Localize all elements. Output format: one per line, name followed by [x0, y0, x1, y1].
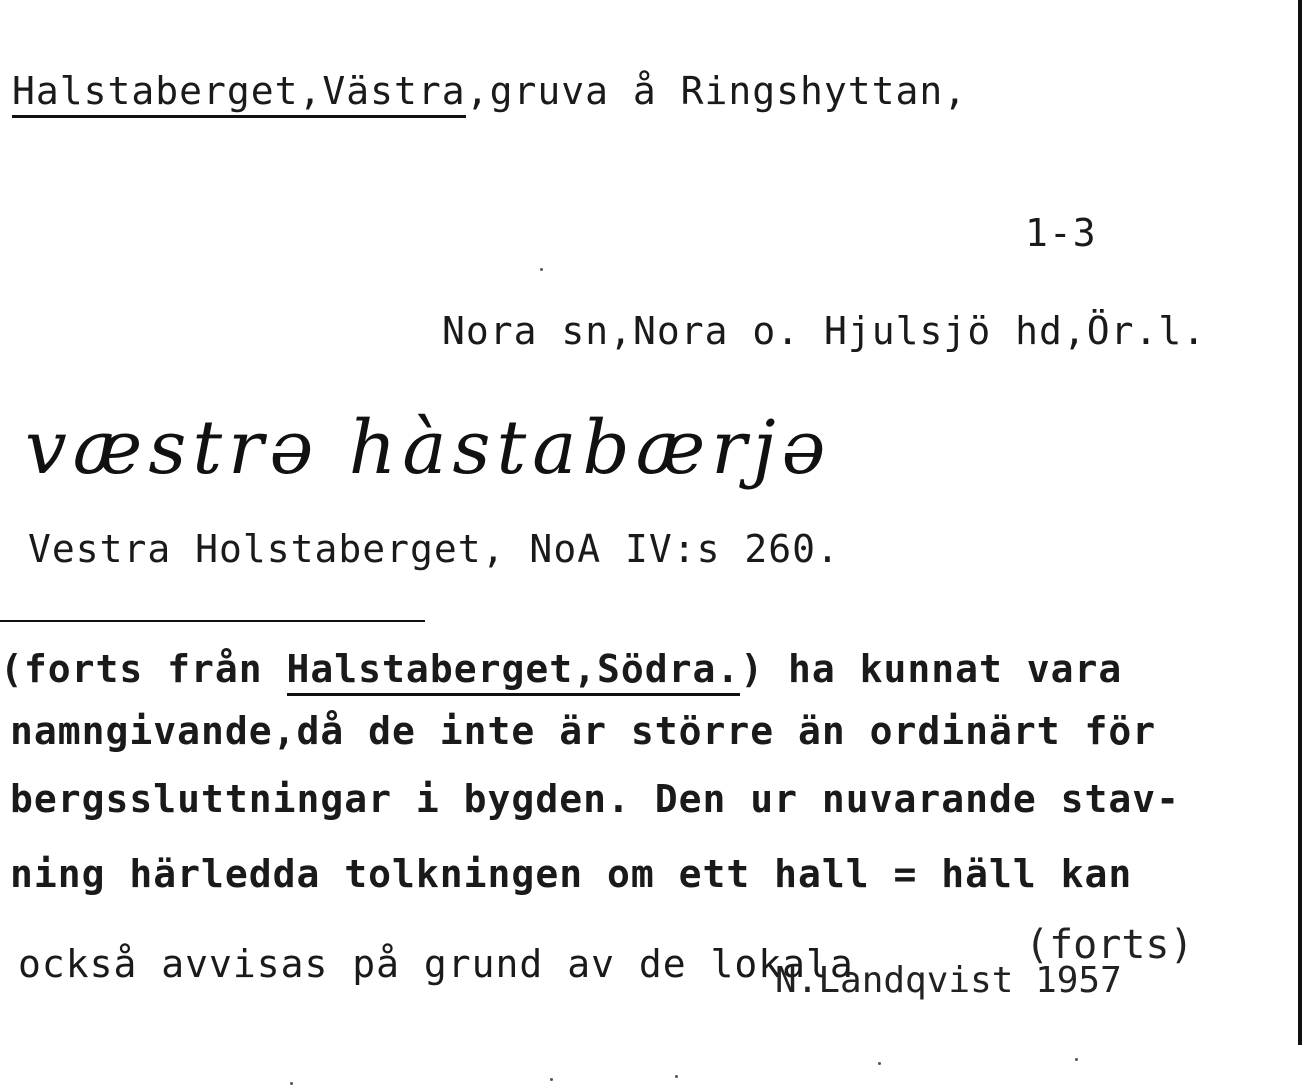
card-title: [12, 69, 968, 113]
text-line-1: [0, 647, 1123, 691]
text-line-1-prefix: (forts från: [0, 647, 287, 691]
text-line-1-suffix: ) ha kunnat vara: [740, 647, 1123, 691]
signature: N.Landqvist 1957: [775, 960, 1122, 1001]
text-line-3: bergssluttningar i bygden. Den ur nuvarande stav-: [10, 777, 1181, 821]
separator-line: [0, 620, 425, 622]
text-line-2: namngivande,då de inte är större än ordinärt för: [10, 709, 1157, 753]
text-line-5: också avvisas på grund av de lokala: [18, 942, 854, 986]
card-number: 1-3: [1025, 211, 1097, 255]
speck: [540, 268, 543, 271]
place-description: ,gruva å Ringshyttan,: [465, 69, 968, 113]
speck: [290, 1082, 293, 1085]
handwritten-pronunciation: væstrə hàstabærjə: [25, 405, 832, 491]
text-line-4: ning härledda tolkningen om ett hall = häll kan: [10, 852, 1133, 896]
cross-reference: Halstaberget,Södra.: [287, 647, 741, 696]
speck: [550, 1078, 553, 1081]
forts-note: (forts): [1025, 922, 1194, 968]
speck: [675, 1075, 678, 1078]
location-line: Nora sn,Nora o. Hjulsjö hd,Ör.l.: [442, 309, 1207, 353]
speck: [1075, 1058, 1078, 1061]
speck: [878, 1062, 881, 1065]
place-name: Halstaberget,Västra: [12, 69, 466, 118]
card-edge: [1298, 0, 1302, 1045]
source-reference: Vestra Holstaberget, NoA IV:s 260.: [28, 527, 840, 571]
